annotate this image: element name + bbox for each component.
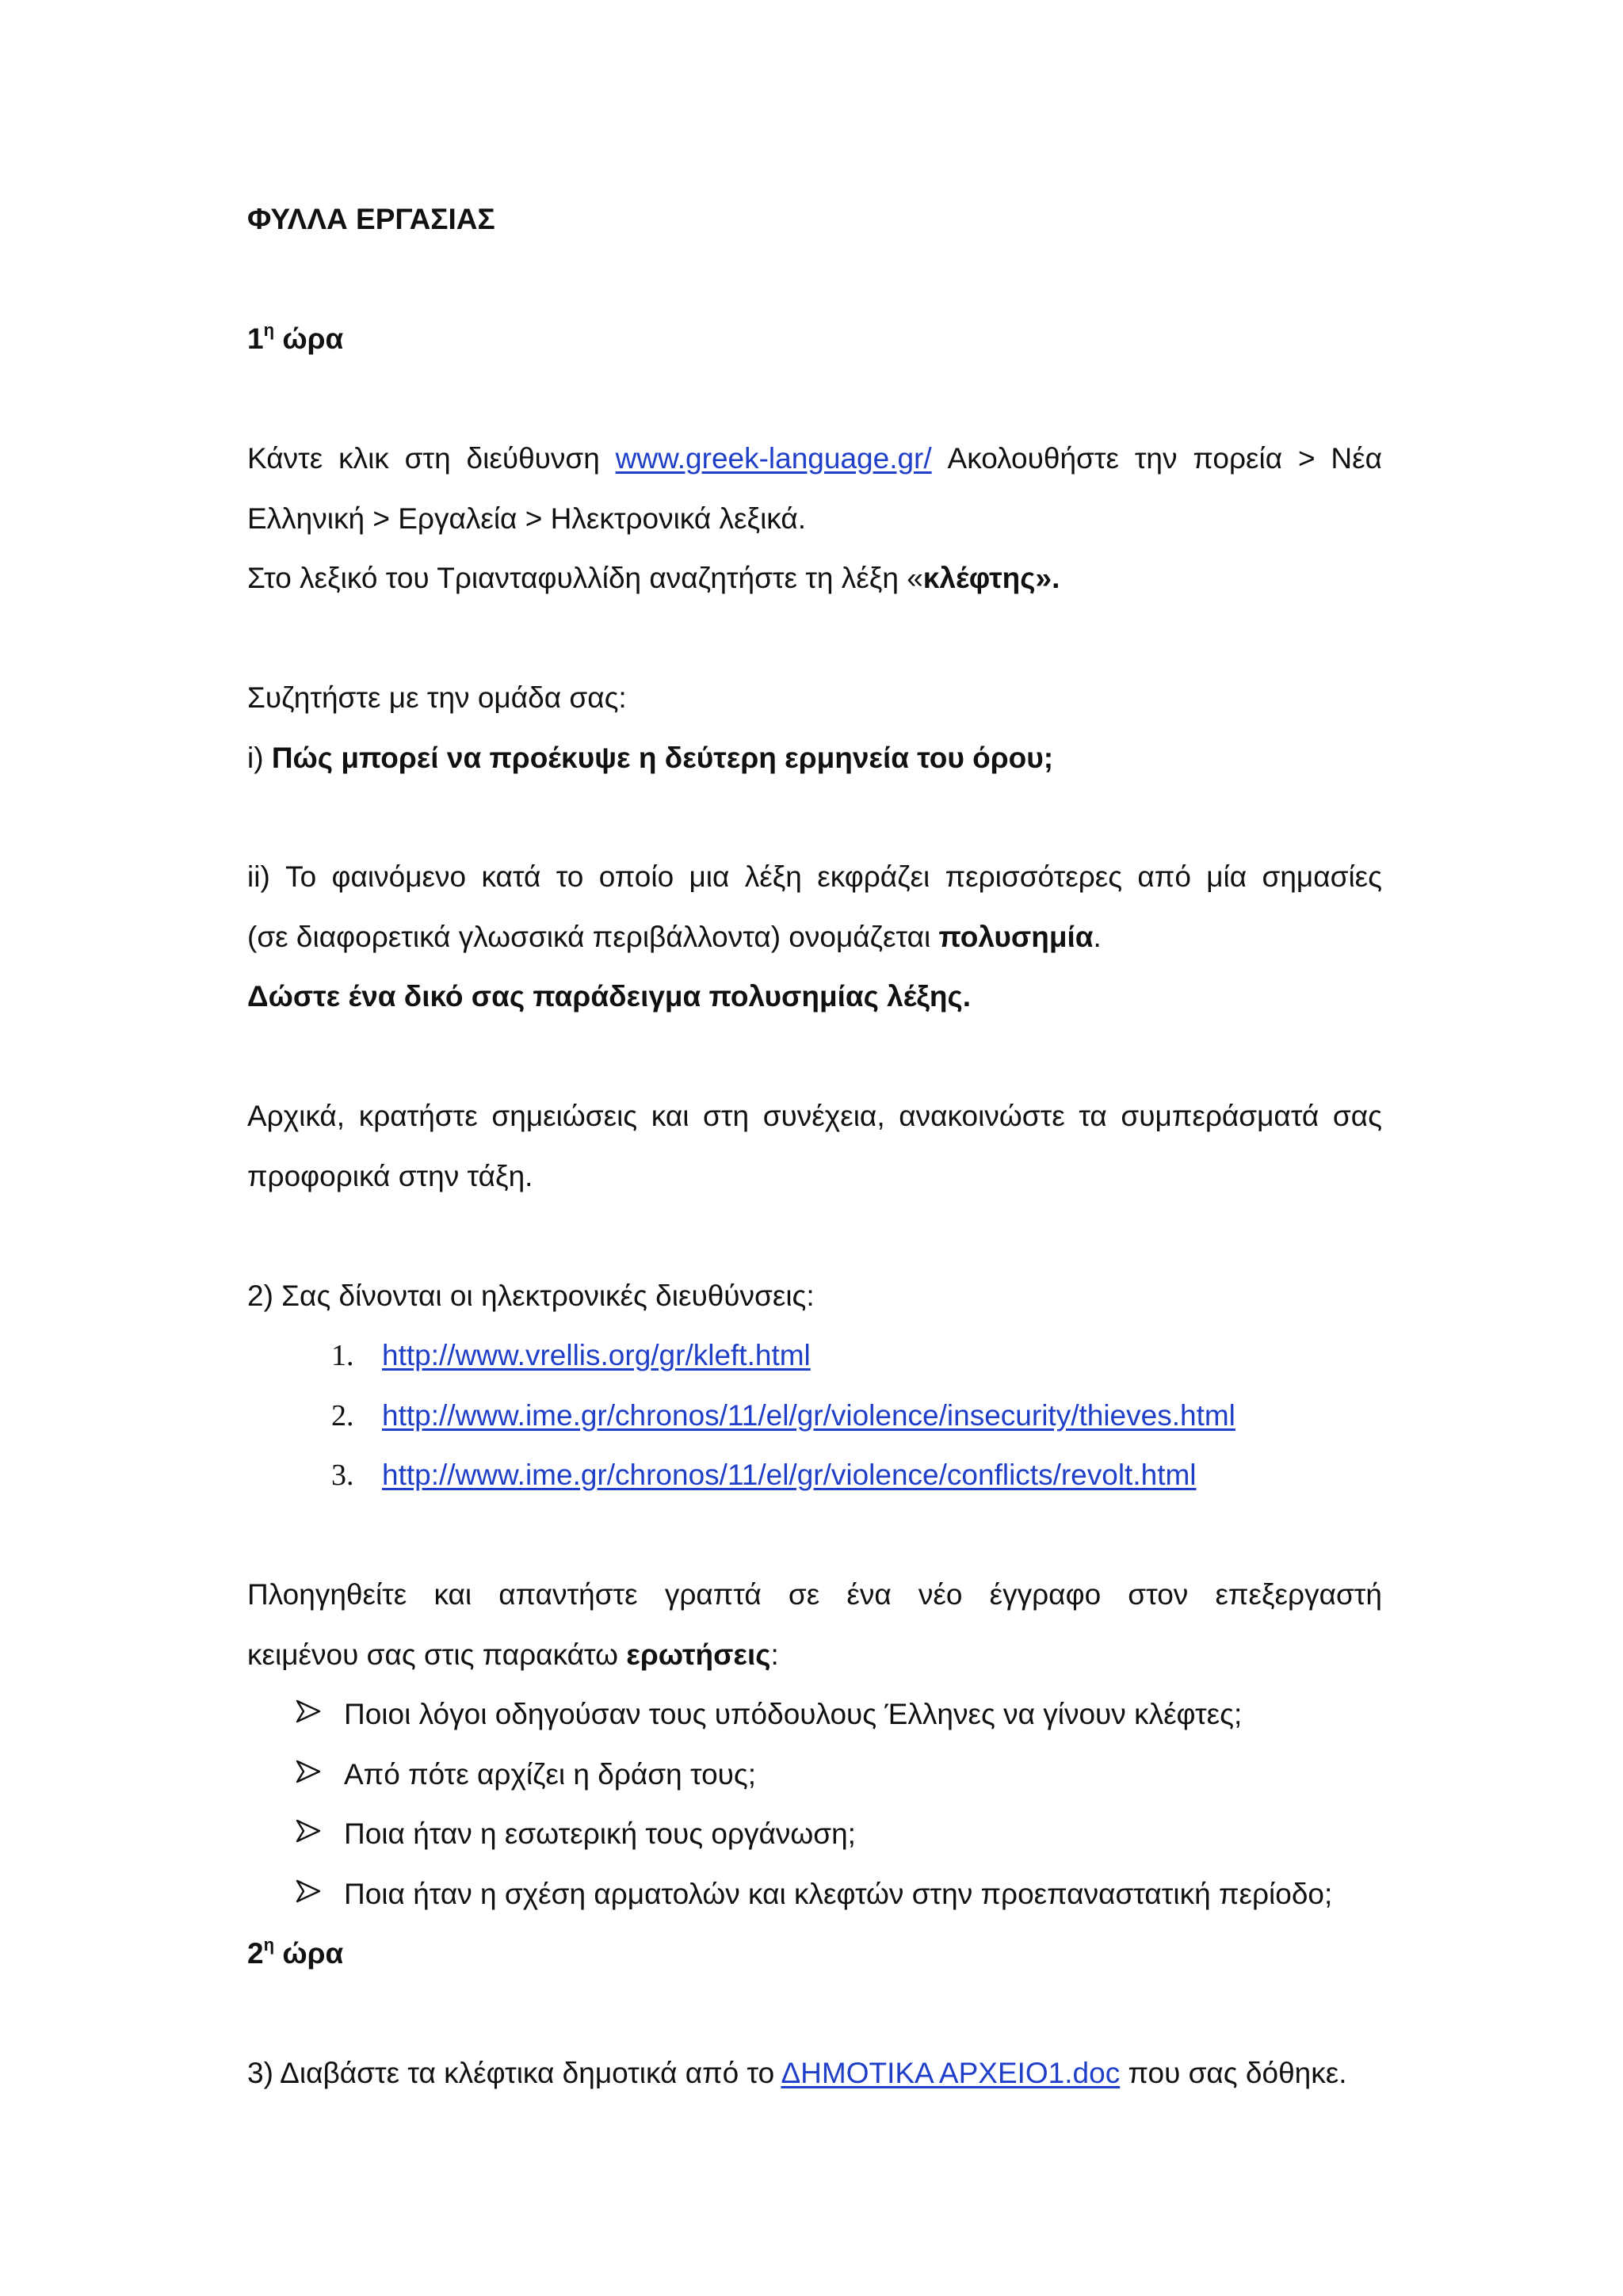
section-3-text: 3) Διαβάστε τα κλέφτικα δημοτικά από το bbox=[247, 2057, 775, 2089]
hour-heading-2 bbox=[247, 1935, 344, 1970]
arrow-bullet-icon bbox=[295, 1758, 322, 1785]
question-2-text: (σε διαφορετικά γλωσσικά περιβάλλοντα) ονομάζεται bbox=[247, 921, 931, 953]
navigate-text: κειμένου σας στις παρακάτω bbox=[247, 1638, 618, 1671]
hour-number: 1 bbox=[247, 322, 264, 355]
dimotika-archive-link[interactable]: ΔΗΜΟΤΙΚΑ ΑΡΧΕΙΟ1.doc bbox=[781, 2057, 1121, 2089]
questions-term: ερωτήσεις bbox=[626, 1638, 771, 1671]
question-1 bbox=[247, 743, 1053, 772]
hour-number: 2 bbox=[247, 1937, 264, 1970]
discuss-text: Συζητήστε με την ομάδα σας: bbox=[247, 681, 627, 714]
list-number: 2. bbox=[331, 1399, 354, 1432]
ime-revolt-link[interactable]: http://www.ime.gr/chronos/11/el/gr/violence/conflicts/revolt.html bbox=[382, 1459, 1197, 1491]
greek-language-link[interactable]: www.greek-language.gr/ bbox=[615, 442, 932, 475]
instruction-line-2: Ελληνική > Εργαλεία > Ηλεκτρονικά λεξικά. bbox=[247, 502, 807, 535]
colon: : bbox=[770, 1638, 779, 1671]
instruction-line-3 bbox=[247, 563, 1060, 593]
bullet-item: Από πότε αρχίζει η δράση τους; bbox=[344, 1758, 757, 1791]
section-3-line bbox=[247, 2058, 1347, 2088]
dictionary-text: Στο λεξικό του Τριανταφυλλίδη αναζητήστε τη λέξη « bbox=[247, 562, 923, 594]
section-3-end: που σας δόθηκε. bbox=[1128, 2057, 1347, 2089]
instruction-line-1 bbox=[247, 444, 1382, 473]
bullet-item: Ποια ήταν η σχέση αρματολών και κλεφτών στην προεπαναστατική περίοδο; bbox=[344, 1878, 1333, 1910]
polysemy-term: πολυσημία bbox=[938, 921, 1094, 953]
notes-line-2: προφορικά στην τάξη. bbox=[247, 1160, 533, 1192]
section-2-intro: 2) Σας δίνονται οι ηλεκτρονικές διευθύνσεις: bbox=[247, 1280, 815, 1312]
navigate-line-2 bbox=[247, 1640, 779, 1669]
notes-line-1: Αρχικά, κρατήστε σημειώσεις και στη συνέχεια, ανακοινώστε τα συμπεράσματά σας bbox=[247, 1100, 1382, 1132]
question-2-task: Δώστε ένα δικό σας παράδειγμα πολυσημίας λέξης. bbox=[247, 980, 972, 1013]
bullet-item: Ποια ήταν η εσωτερική τους οργάνωση; bbox=[344, 1817, 856, 1850]
question-1-text: Πώς μπορεί να προέκυψε η δεύτερη ερμηνεία του όρου; bbox=[271, 742, 1054, 774]
period: . bbox=[1093, 921, 1102, 953]
arrow-bullet-icon bbox=[295, 1817, 322, 1844]
page-title: ΦΥΛΛΑ ΕΡΓΑΣΙΑΣ bbox=[247, 203, 495, 235]
arrow-bullet-icon bbox=[295, 1878, 322, 1905]
question-2-line-2 bbox=[247, 922, 1102, 952]
hour-heading-1 bbox=[247, 320, 344, 355]
instruction-text: Κάντε κλικ στη διεύθυνση bbox=[247, 442, 600, 475]
ime-thieves-link[interactable]: http://www.ime.gr/chronos/11/el/gr/violence/insecurity/thieves.html bbox=[382, 1399, 1235, 1432]
vrellis-link[interactable]: http://www.vrellis.org/gr/kleft.html bbox=[382, 1339, 811, 1371]
hour-word: ώρα bbox=[282, 322, 344, 355]
instruction-path-text: Ακολουθήστε την πορεία > Νέα bbox=[947, 442, 1383, 475]
question-2-line-1: ii) Το φαινόμενο κατά το οποίο μια λέξη εκφράζει περισσότερες από μία σημασίες bbox=[247, 860, 1382, 893]
navigate-line-1: Πλοηγηθείτε και απαντήστε γραπτά σε ένα νέο έγγραφο στον επεξεργαστή bbox=[247, 1578, 1382, 1611]
question-1-prefix: i) bbox=[247, 742, 264, 774]
hour-superscript: η bbox=[263, 1935, 275, 1955]
list-number: 1. bbox=[331, 1339, 354, 1372]
hour-superscript: η bbox=[263, 320, 275, 340]
search-word: κλέφτης». bbox=[922, 562, 1060, 594]
bullet-item: Ποιοι λόγοι οδηγούσαν τους υπόδουλους Έλληνες να γίνουν κλέφτες; bbox=[344, 1698, 1243, 1730]
list-number: 3. bbox=[331, 1459, 354, 1492]
arrow-bullet-icon bbox=[295, 1698, 322, 1725]
hour-word: ώρα bbox=[282, 1937, 344, 1970]
